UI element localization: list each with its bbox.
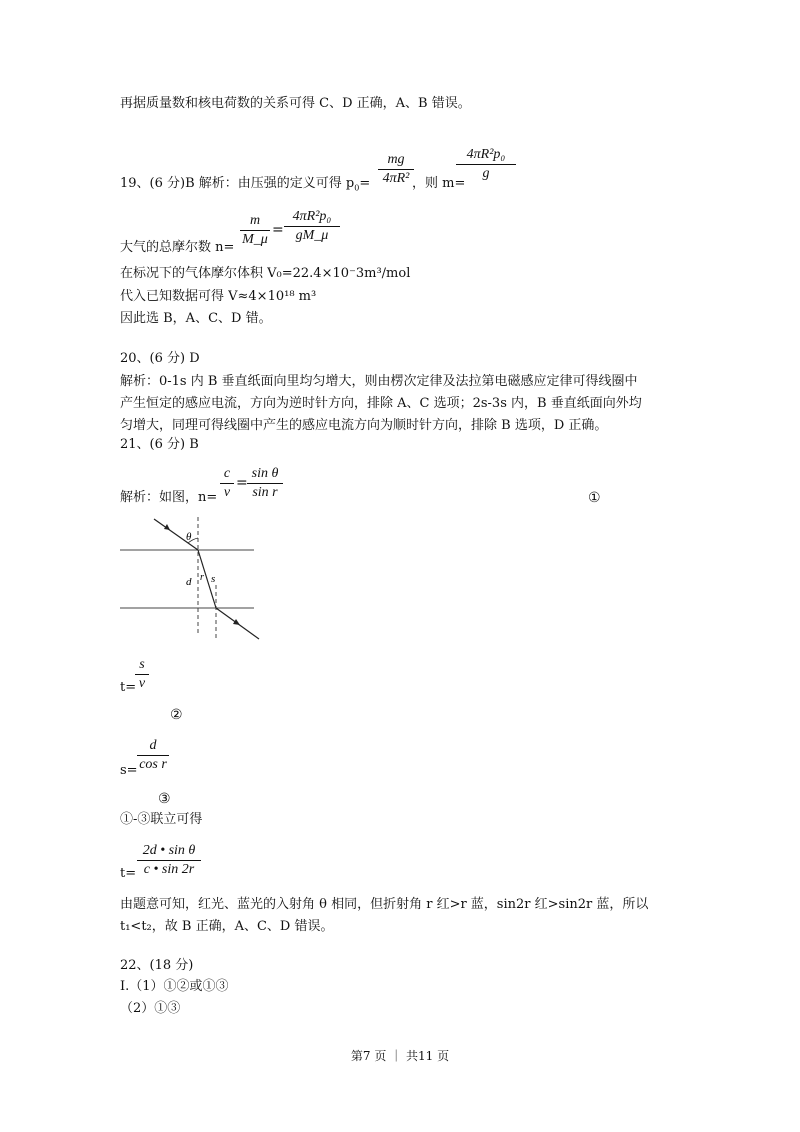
- text-line: 再据质量数和核电荷数的关系可得 C、D 正确，A、B 错误。: [120, 96, 471, 111]
- fraction-mol-2: [284, 208, 340, 245]
- q19-eq: =: [359, 176, 371, 191]
- text-line: 匀增大，同理可得线圈中产生的感应电流方向为顺时针方向，排除 B 选项，D 正确。: [120, 418, 608, 433]
- equals-sign: =: [236, 475, 248, 491]
- fraction-mol-1: [240, 212, 270, 249]
- fraction-denominator: c • sin 2r: [137, 860, 201, 879]
- arrow-head-emergent: [233, 619, 240, 625]
- t2-label: t=: [120, 866, 137, 881]
- refraction-diagram: [118, 515, 260, 643]
- equation-marker-2: ②: [170, 707, 183, 723]
- fraction-pressure: [378, 151, 414, 188]
- text-line: 因此选 B，A、C、D 错。: [120, 311, 272, 326]
- fraction-denominator: 4πR²: [378, 169, 414, 188]
- fraction-t: [135, 656, 149, 693]
- text-line: （2）①③: [120, 1001, 181, 1016]
- fraction-n-2: [247, 465, 283, 502]
- fraction-n-1: [220, 465, 234, 502]
- label-d: d: [186, 576, 192, 588]
- q22-heading: 22、(18 分): [120, 958, 194, 973]
- text-line: 产生恒定的感应电流，方向为逆时针方向，排除 A、C 选项；2s-3s 内，B 垂直纸面向外均: [120, 396, 642, 411]
- q19-then: ，则 m=: [412, 176, 466, 191]
- text-line: 代入已知数据可得 V≈4×10¹⁸ m³: [120, 289, 317, 304]
- fraction-denominator: v: [135, 674, 149, 693]
- label-s: s: [211, 573, 216, 585]
- text-line: 解析：0-1s 内 B 垂直纸面向里均匀增大，则由楞次定律及法拉第电磁感应定律可得线圈中: [120, 374, 638, 389]
- q19-subscript: 0: [354, 183, 360, 193]
- q21-heading: 21、(6 分) B: [120, 437, 199, 452]
- fraction-numerator: mg: [387, 152, 405, 167]
- fraction-numerator: d: [149, 738, 157, 753]
- mol-label: 大气的总摩尔数 n=: [120, 240, 235, 255]
- fraction-denominator: gM_μ: [284, 226, 340, 245]
- text-line: 在标况下的气体摩尔体积 V₀=22.4×10⁻3m³/mol: [120, 266, 411, 281]
- fraction-numerator: m: [249, 213, 261, 228]
- fraction-denominator: M_μ: [240, 230, 270, 249]
- fraction-denominator: cos r: [137, 755, 169, 774]
- q19-line: [120, 176, 370, 197]
- q21-analysis: 解析：如图，n=: [120, 490, 218, 505]
- label-theta: θ: [186, 531, 192, 543]
- fraction-numerator: 4πR²p₀: [466, 147, 506, 162]
- fraction-t2: [137, 842, 201, 879]
- fraction-numerator: s: [139, 657, 145, 672]
- label-r: r: [200, 572, 204, 583]
- q19-prefix: 19、(6 分)B 解析：由压强的定义可得 p: [120, 176, 355, 191]
- fraction-numerator: 2d • sin θ: [142, 843, 196, 858]
- fraction-denominator: sin r: [247, 483, 283, 502]
- text-line: Ⅰ.（1）①②或①③: [120, 979, 229, 994]
- fraction-mass: [456, 146, 516, 183]
- text-line: t₁<t₂，故 B 正确，A、C、D 错误。: [120, 919, 334, 934]
- fraction-numerator: 4πR²p₀: [292, 209, 332, 224]
- fraction-denominator: g: [456, 164, 516, 183]
- text-line: ①-③联立可得: [120, 812, 203, 827]
- q20-heading: 20、(6 分) D: [120, 351, 200, 366]
- fraction-s: [137, 737, 169, 774]
- t-label: t=: [120, 680, 137, 695]
- text-line: 由题意可知，红光、蓝光的入射角 θ 相同，但折射角 r 红>r 蓝，sin2r 红>sin2r 蓝，所以: [120, 897, 649, 912]
- equals-sign: =: [272, 222, 284, 238]
- fraction-denominator: v: [220, 483, 234, 502]
- equation-marker-3: ③: [158, 791, 171, 807]
- fraction-numerator: c: [223, 466, 231, 481]
- equation-marker-1: ①: [588, 490, 601, 506]
- fraction-numerator: sin θ: [251, 466, 279, 481]
- page-footer: 第7 页 ｜ 共11 页: [350, 1049, 450, 1063]
- s-label: s=: [120, 763, 138, 778]
